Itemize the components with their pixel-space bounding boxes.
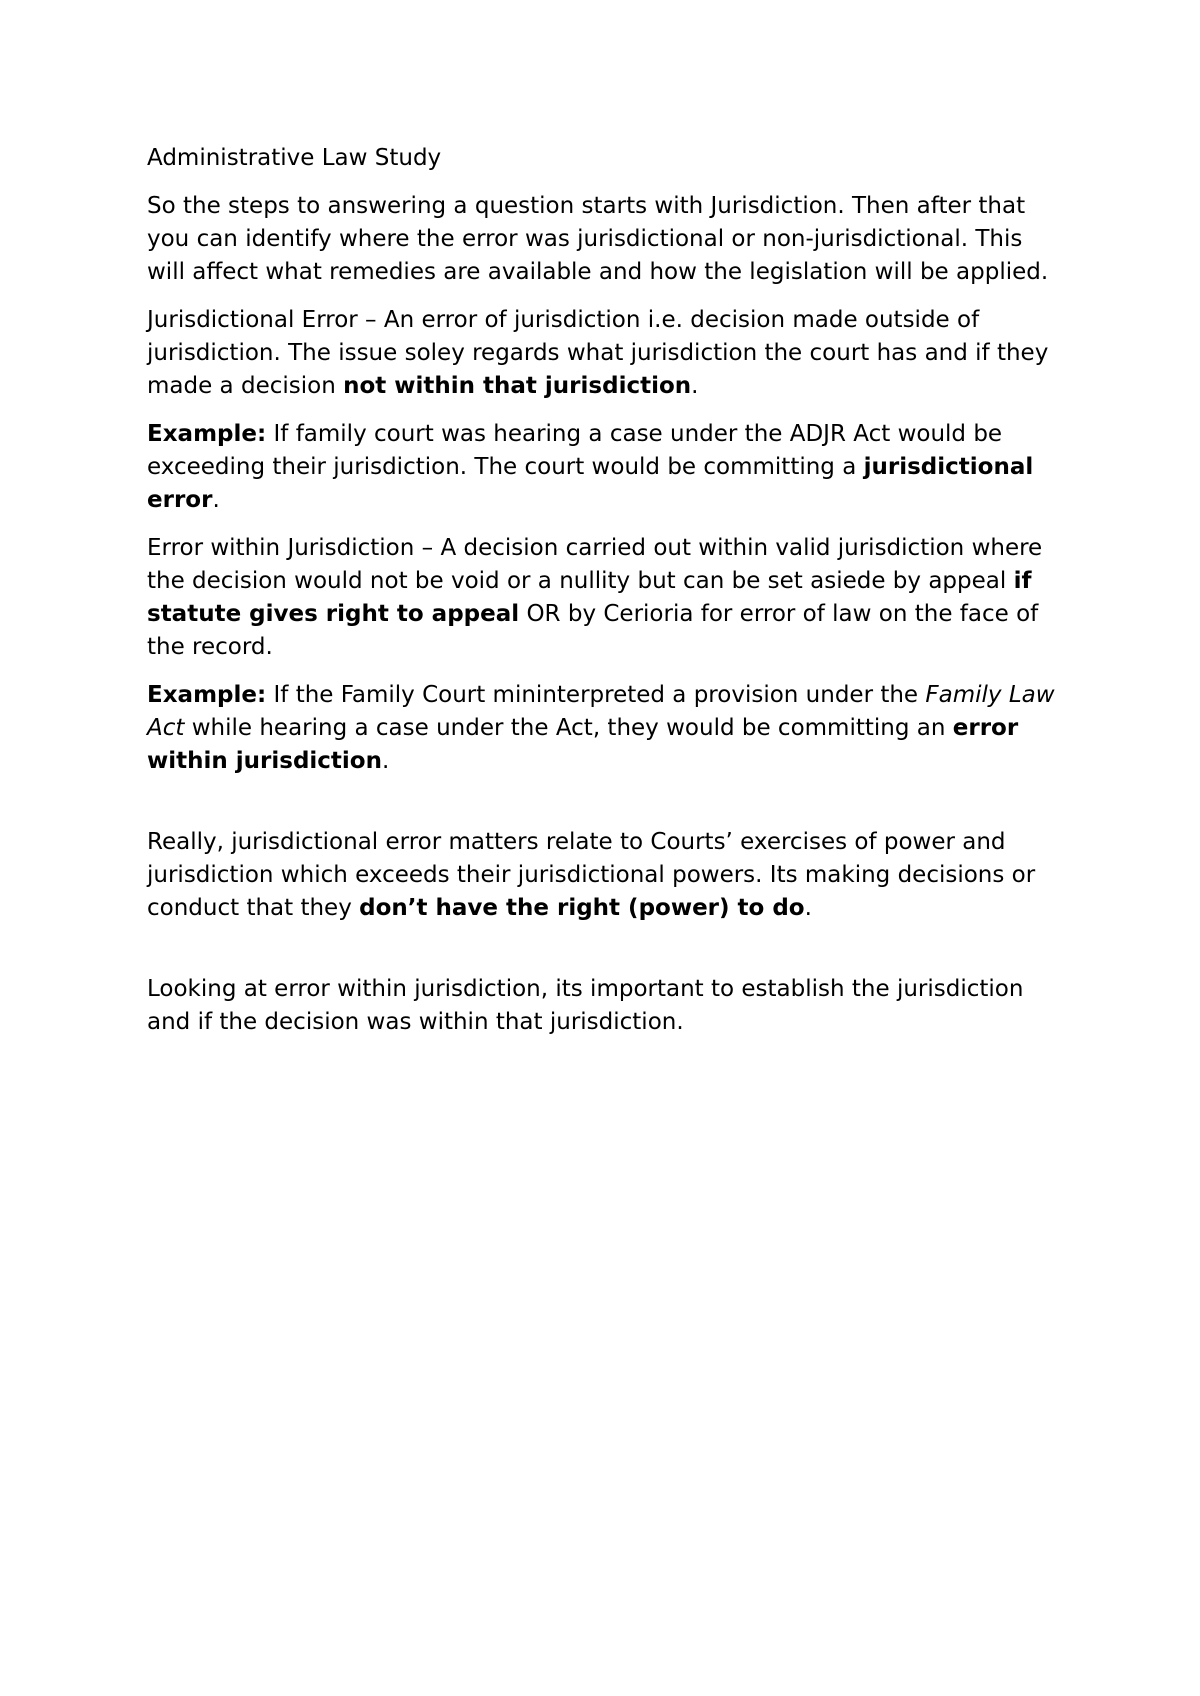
paragraph-jurisdictional-error [147, 304, 1067, 403]
paragraph-text: . [804, 895, 812, 921]
emphasis-text: if statute gives right to appeal [147, 568, 1032, 627]
paragraph-example-2 [147, 679, 1067, 778]
emphasis-text: error within jurisdiction [147, 715, 1019, 774]
example-label: Example: [147, 682, 267, 708]
italic-text: Family Law Act [147, 682, 1055, 741]
paragraph-looking: Looking at error within jurisdiction, its important to establish the jurisdiction and if the decision was within that jurisdiction. [147, 976, 1024, 1035]
emphasis-text: jurisdictional error [147, 454, 1034, 513]
paragraph-text: Jurisdictional Error – An error of jurisdiction i.e. decision made outside of jurisdiction. The issue soley regards what jurisdiction the court has and if they made a decision [147, 307, 1049, 399]
paragraph-text: Error within Jurisdiction – A decision carried out within valid jurisdiction where the decision would not be void or a nullity but can be set asiede by appeal [147, 535, 1043, 594]
document-title: Administrative Law Study [147, 145, 442, 171]
paragraph-text: Really, jurisdictional error matters relate to Courts’ exercises of power and jurisdiction which exceeds their jurisdictional powers. Its making decisions or conduct that they [147, 829, 1036, 921]
paragraph-text: If the Family Court mininterpreted a provision under the [266, 682, 926, 708]
paragraph-steps: So the steps to answering a question starts with Jurisdiction. Then after that you can identify where the error was jurisdictional or non-jurisdictional. This will affect what remedies are available and how the legislation will be applied. [147, 193, 1049, 285]
example-label: Example: [147, 421, 267, 447]
paragraph-text: . [691, 373, 699, 399]
paragraph-example-1 [147, 418, 1067, 517]
paragraph-text: . [381, 748, 390, 774]
paragraph-really [147, 826, 1067, 925]
emphasis-text: not within that jurisdiction [343, 373, 692, 399]
emphasis-text: don’t have the right (power) to do [359, 895, 805, 921]
paragraph-error-within-jurisdiction [147, 532, 1067, 664]
paragraph-text: If family court was hearing a case under the ADJR Act would be exceeding their jurisdiction. The court would be committing a [147, 421, 1003, 480]
paragraph-text: . [212, 487, 220, 513]
document-body [147, 142, 1067, 1054]
paragraph-text: while hearing a case under the Act, they would be committing an [184, 715, 953, 741]
paragraph-text: OR by Cerioria for error of law on the face of the record. [147, 601, 1039, 660]
